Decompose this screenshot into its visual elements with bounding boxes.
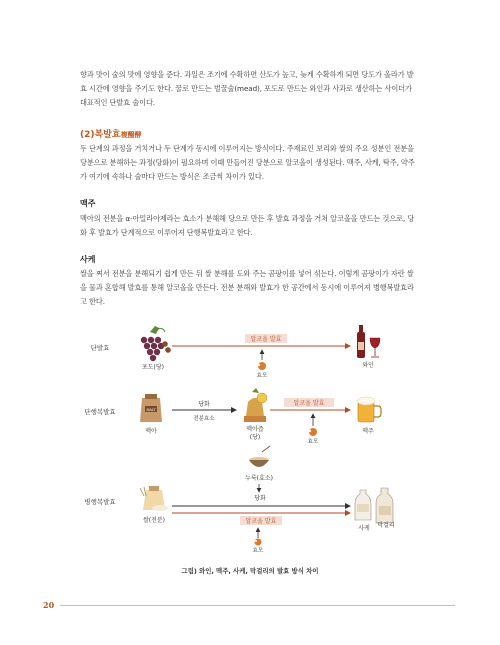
row-label: 단행복발효: [84, 408, 116, 416]
agent-label: 효모: [307, 439, 319, 445]
step1-label: 당화: [198, 401, 210, 408]
grape-icon: [141, 326, 171, 361]
agent-label: 효모: [256, 373, 268, 379]
row-label: 단발효: [90, 344, 110, 352]
koji-bowl-icon: [249, 446, 270, 467]
product-label: 맥주: [362, 428, 374, 435]
makgeolli-bottle-icon: [376, 488, 393, 523]
svg-text:MALT: MALT: [146, 408, 156, 412]
beer-mug-icon: [357, 397, 381, 422]
agent-label: 효모: [252, 548, 264, 554]
rice-sack-icon: [140, 486, 168, 511]
koji-label: 누룩(효소): [245, 475, 273, 482]
step2-label: 알코올 발효: [293, 400, 325, 407]
paragraph-multiple-fermentation: 두 단계의 과정을 거치거나 두 단계가 동시에 이루어지는 방식이다. 주재료인 보리와 쌀의 주요 성분인 전분을 당분으로 분해하는 과정(당화)이 필요하며 이때 만들어진 당분으로 알코올이 생성된다. 맥주, 사케, 탁주, 약주가 여기에 속하나 술마다 만드는 방식은 조금씩 차이가 있다.: [80, 144, 415, 181]
wine-icon: [357, 325, 380, 358]
row-label: 병행복발효: [84, 498, 116, 506]
source-label: 쌀(전분): [142, 517, 166, 524]
product1-label: 사케: [358, 525, 370, 532]
yeast-icon: [255, 539, 262, 546]
middle-sub-label: (당): [249, 434, 261, 441]
malt-sack-icon: [140, 394, 162, 422]
paragraph-beer: 맥아의 전분을 α-아밀라아제라는 효소가 분해해 당으로 만든 후 발효 과정을 거쳐 알코올을 만드는 것으로, 당화 후 발효가 단계적으로 이루어져 단행복발효라고 한다.: [80, 214, 415, 237]
yeast-icon: [258, 362, 266, 370]
product-label: 와인: [362, 362, 374, 369]
arrow-label: 알코올 발효: [250, 336, 282, 343]
middle-label: 맥아즙: [246, 426, 264, 433]
product2-label: 막걸리: [377, 522, 395, 529]
subheading-sake: 사케: [80, 255, 96, 264]
section-heading-multiple-fermentation: [80, 127, 142, 140]
heading-hanja: 複醱酵: [120, 131, 142, 139]
yeast-icon: [309, 428, 317, 436]
sake-bottle-icon: [355, 490, 371, 520]
paragraph-single-fermentation-end: 향과 맛이 술의 맛에 영향을 준다. 과일은 조기에 수확하면 산도가 높고, 늦게 수확하게 되면 당도가 올라가 발효 시간에 영향을 주기도 한다. 꿀로 만드는 벌꿀술(mead), 포도로 만드는 와인과 사과로 생산하는 사이더가 대표적인 단발효 술이다.: [80, 70, 414, 107]
row-single-fermentation: [91, 325, 380, 379]
row-single-parallel-fermentation: [84, 388, 381, 445]
page-number: 20: [43, 600, 55, 610]
subheading-beer: 맥주: [80, 199, 96, 208]
fermentation-diagram: [0, 320, 500, 580]
footer-divider: [60, 605, 455, 606]
step1-agent: 전분효소: [193, 416, 215, 422]
saccharify-label: 당화: [254, 495, 266, 502]
heading-text: (2)복발효: [80, 130, 121, 140]
source-label: 맥아: [145, 428, 157, 435]
arrow-label: 알코올 발효: [245, 518, 277, 525]
figure-caption: 그림) 와인, 맥주, 사케, 막걸리의 발효 방식 차이: [181, 567, 319, 575]
wort-icon: [244, 388, 267, 422]
source-label: 포도(당): [141, 364, 165, 371]
row-parallel-fermentation: [84, 446, 394, 554]
paragraph-sake: 쌀을 쪄서 전분을 분해되기 쉽게 만든 뒤 쌀 분해를 도와 주는 곰팡이를 넣어 섞는다. 이렇게 곰팡이가 자란 쌀을 물과 혼합해 발효를 통해 알코올을 만든다. 전분 분해와 발효가 한 공간에서 동시에 이루어져 병행복발효라고 한다.: [80, 269, 414, 306]
